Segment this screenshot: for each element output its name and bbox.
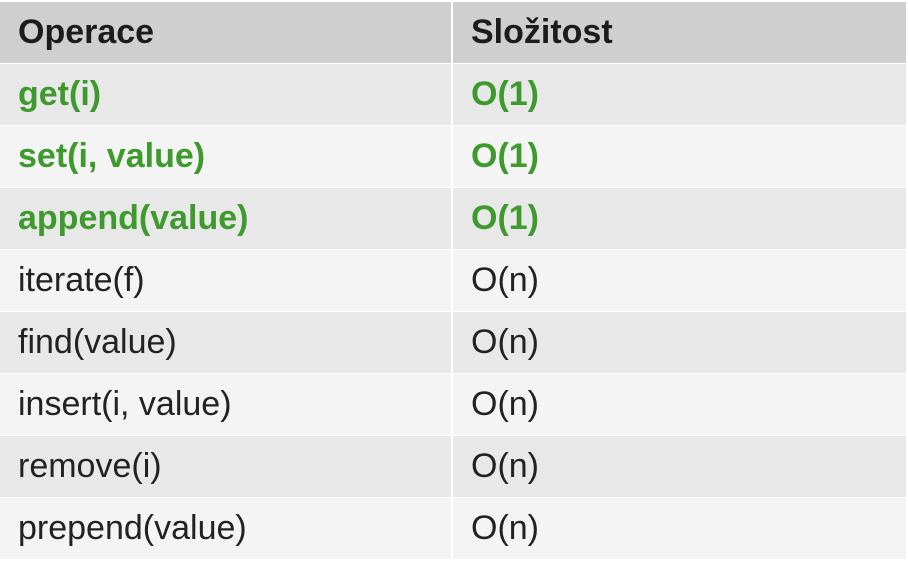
row-complexity: O(n): [453, 374, 906, 435]
row-complexity: O(n): [453, 250, 906, 311]
table-header-row: [0, 2, 906, 64]
table-row: [0, 188, 906, 250]
row-complexity: O(1): [453, 188, 906, 249]
table-row: [0, 436, 906, 498]
table-row: [0, 312, 906, 374]
row-complexity: O(n): [453, 312, 906, 373]
header-complexity: Složitost: [453, 2, 906, 63]
row-operation: append(value): [0, 188, 453, 249]
header-operation: Operace: [0, 2, 453, 63]
row-operation: prepend(value): [0, 498, 453, 559]
row-operation: insert(i, value): [0, 374, 453, 435]
table-row: [0, 126, 906, 188]
row-complexity: O(1): [453, 126, 906, 187]
row-complexity: O(1): [453, 64, 906, 125]
complexity-table: [0, 2, 908, 560]
table-row: [0, 250, 906, 312]
row-operation: iterate(f): [0, 250, 453, 311]
row-operation: set(i, value): [0, 126, 453, 187]
table-row: [0, 374, 906, 436]
row-operation: find(value): [0, 312, 453, 373]
table-row: [0, 498, 906, 560]
table-row: [0, 64, 906, 126]
row-operation: remove(i): [0, 436, 453, 497]
row-complexity: O(n): [453, 436, 906, 497]
row-operation: get(i): [0, 64, 453, 125]
row-complexity: O(n): [453, 498, 906, 559]
